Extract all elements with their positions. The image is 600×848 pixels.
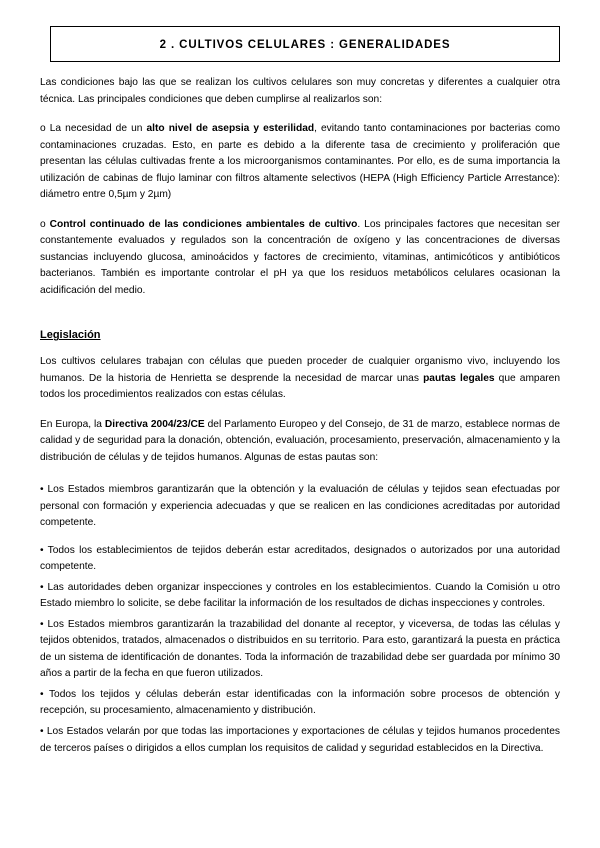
legislacion-p1-part1: Los cultivos celulares trabajan con células que pueden proceder de cualquier organismo vivo, incluyendo los humanos. De la historia de Henrietta se desprende la necesidad de marcar unas <box>40 356 560 384</box>
bullet-asepsia <box>40 121 560 204</box>
legislacion-p2-bold: Directiva 2004/23/CE <box>104 418 205 430</box>
list-item: • Las autoridades deben organizar inspecciones y controles en los establecimientos. Cuando la Comisión u otro Estado miembro lo solicite, se debe facilitar la información de los resultados de dichas inspecciones y controles. <box>40 581 560 610</box>
legislacion-p1-bold: pautas legales <box>423 372 495 384</box>
list-item: • Los Estados miembros garantizarán que la obtención y la evaluación de células y tejidos sean efectuadas por personal con formación y experiencia adecuadas y que se realicen en las condiciones acreditadas por autoridad competente. <box>40 484 560 529</box>
legislacion-p2-part2: del Parlamento Europeo y del Consejo, de 31 de marzo, establece normas de calidad y de seguridad para la donación, obtención, evaluación, procesamiento, preservación, almacenamiento y la distribución de células y de tejidos humanos. Algunas de estas pautas son: <box>40 418 561 463</box>
list-item: • Todos los establecimientos de tejidos deberán estar acreditados, designados o autorizados por una autoridad competente. <box>40 544 560 573</box>
legislacion-paragraph-2 <box>40 417 560 467</box>
document-title-box <box>50 26 560 62</box>
bullet-lead-1: La necesidad de un <box>49 123 147 135</box>
bullet-rest-1: , evitando tanto contaminaciones por bacterias como contaminaciones cruzadas. Esto, en parte es debido a la diferente tasa de crecimiento y proliferación que presentan las células cultivadas frente a los microorganismos contaminantes. Por ello, es de suma importancia la utilización de cabinas de flujo laminar con filtros altamente selectivos (HEPA (High Efficiency Particle Arrestance): diámetro entre 0,5µm y 2µm) <box>40 123 560 201</box>
bullet-marker-2: o <box>40 218 50 230</box>
section-heading-legislacion: Legislación <box>40 329 101 342</box>
bullet-bold-2: Control continuado de las condiciones ambientales de cultivo <box>49 218 358 230</box>
legislacion-paragraph-1 <box>40 354 560 404</box>
bullet-rest-2: . Los principales factores que necesitan ser constantemente evaluados y regulados son la concentración de oxígeno y las concentraciones de diversas sustancias incluyendo glucosa, aminoácidos y factores de crecimiento, vitaminas, antimicóticos y antibióticos bacterianos. También es importante controlar el pH ya que los residuos metabólicos celulares ocasionan la acidificación del medio. <box>40 218 561 296</box>
list-item: • Los Estados miembros garantizarán la trazabilidad del donante al receptor, y viceversa, de todas las células y tejidos obtenidos, tratados, almacenados o distribuidos en su territorio. Para esto, garantizará la puesta en práctica de un sistema de identificación de donantes. Toda la información de trazabilidad debe ser guardada por mínimo 30 años a partir de la fecha en que fueron utilizados. <box>40 618 560 680</box>
list-item: • Los Estados velarán por que todas las importaciones y exportaciones de células y tejidos humanos procedentes de terceros países o dirigidos a ellos cumplan los requisitos de calidad y seguridad establecidos en la Directiva. <box>40 725 560 754</box>
intro-paragraph: Las condiciones bajo las que se realizan los cultivos celulares son muy concretas y diferentes a cualquier otra técnica. Las principales condiciones que deben cumplirse al realizarlos son: <box>40 77 560 105</box>
bullet-bold-1: alto nivel de asepsia y esterilidad <box>146 123 315 135</box>
page-title: 2 . CULTIVOS CELULARES : GENERALIDADES <box>159 39 451 51</box>
list-item: • Todos los tejidos y células deberán estar identificadas con la información sobre procesos de obtención y recepción, su procesamiento, almacenamiento y distribución. <box>40 688 560 717</box>
bullet-marker-1: o <box>40 123 50 135</box>
legislacion-p2-part1: En Europa, la <box>40 418 105 430</box>
legislacion-p1-part2: que amparen todos los procedimientos realizados con estas células. <box>40 372 560 401</box>
bullet-control-ambiental <box>40 217 560 300</box>
